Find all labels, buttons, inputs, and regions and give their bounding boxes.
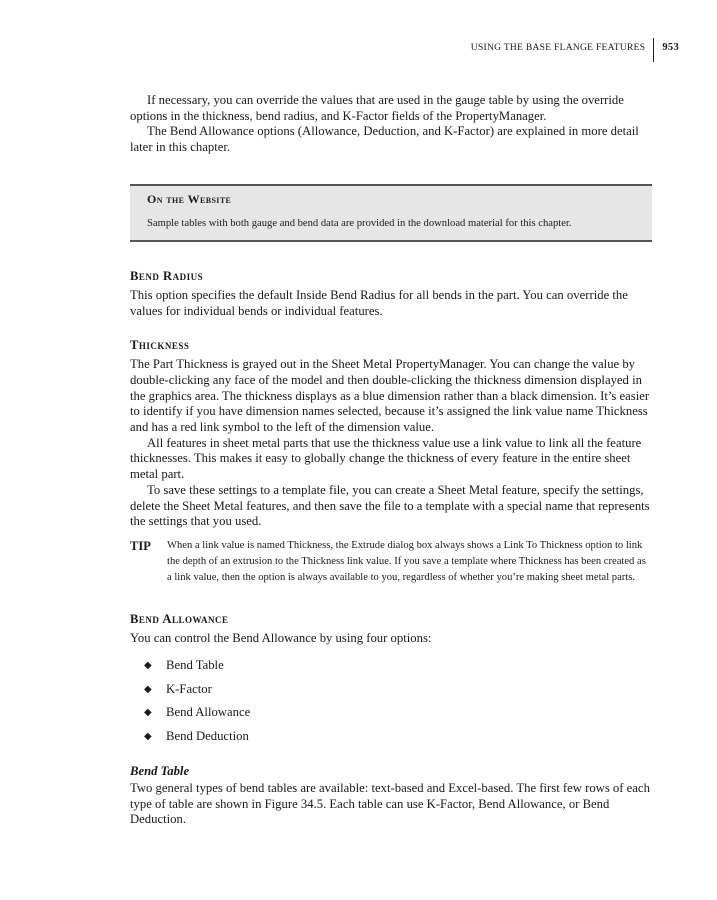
tip-text: When a link value is named Thickness, the Extrude dialog box always shows a Link To Thickness option to link the depth of an extrusion to the Thickness link value. If you save a template where Thickness has been created as a link value, then the option is always available to you, regardless of whether you’re making sheet metal parts. xyxy=(167,539,646,583)
thickness-heading: Thickness xyxy=(130,338,190,353)
diamond-bullet-icon: ◆ xyxy=(144,683,152,695)
website-callout-body: Sample tables with both gauge and bend data are provided in the download material for this chapter. xyxy=(147,217,572,229)
page-body xyxy=(130,93,652,828)
bend-allowance-section xyxy=(130,612,652,748)
thickness-paragraph-1: The Part Thickness is grayed out in the Sheet Metal PropertyManager. You can change the value by double-clicking any face of the model and then double-clicking the thickness dimension displayed in the graphics area. The thickness displays as a blue dimension rather than a black dimension. It’s easier to identify if you have dimension names selected, because it’s assigned the link value name Thickness and has a red link symbol to the left of the dimension value. xyxy=(130,357,650,435)
thickness-section xyxy=(130,338,652,586)
list-item-label: Bend Table xyxy=(166,657,224,672)
intro-paragraph-2: The Bend Allowance options (Allowance, Deduction, and K-Factor) are explained in more detail later in this chapter. xyxy=(130,124,639,155)
list-item xyxy=(130,701,652,725)
list-item-label: Bend Allowance xyxy=(166,705,251,720)
bend-radius-section xyxy=(130,269,652,319)
list-item xyxy=(130,654,652,678)
bend-table-heading: Bend Table xyxy=(130,764,190,779)
list-item xyxy=(130,724,652,748)
diamond-bullet-icon: ◆ xyxy=(144,707,152,719)
intro-paragraph-1: If necessary, you can override the values that are used in the gauge table by using the override options in the thickness, bend radius, and K-Factor fields of the PropertyManager. xyxy=(130,93,624,123)
website-callout xyxy=(130,184,652,242)
diamond-bullet-icon: ◆ xyxy=(144,730,152,742)
page-number: 953 xyxy=(662,42,679,53)
tip-callout xyxy=(130,539,652,586)
thickness-paragraph-3: To save these settings to a template file, you can create a Sheet Metal feature, specify the settings, delete the Sheet Metal features, and then save the file to a template with a special name that represents the settings that you used. xyxy=(130,482,650,529)
bend-radius-heading: Bend Radius xyxy=(130,268,204,283)
running-header xyxy=(471,38,679,62)
tip-label: TIP xyxy=(130,538,151,553)
thickness-paragraph-2: All features in sheet metal parts that use the thickness value use a link value to link all the feature thicknesses. This makes it easy to globally change the thickness of every feature in the entire sheet metal part. xyxy=(130,435,642,482)
bend-table-section xyxy=(130,764,652,828)
running-header-title: USING THE BASE FLANGE FEATURES xyxy=(470,43,646,53)
bend-allowance-heading: Bend Allowance xyxy=(130,611,229,626)
list-item-label: K-Factor xyxy=(166,681,212,696)
bend-allowance-paragraph: You can control the Bend Allowance by using four options: xyxy=(130,630,432,645)
list-item xyxy=(130,677,652,701)
list-item-label: Bend Deduction xyxy=(166,728,249,743)
bend-allowance-options-list xyxy=(130,654,652,748)
diamond-bullet-icon: ◆ xyxy=(144,659,152,671)
bend-table-paragraph: Two general types of bend tables are available: text-based and Excel-based. The first few rows of each type of table are shown in Figure 34.5. Each table can use K-Factor, Bend Allowance, or Bend Deduction. xyxy=(130,781,650,827)
bend-radius-paragraph: This option specifies the default Inside Bend Radius for all bends in the part. You can override the values for individual bends or individual features. xyxy=(130,287,628,318)
website-callout-title: On the Website xyxy=(147,191,232,206)
